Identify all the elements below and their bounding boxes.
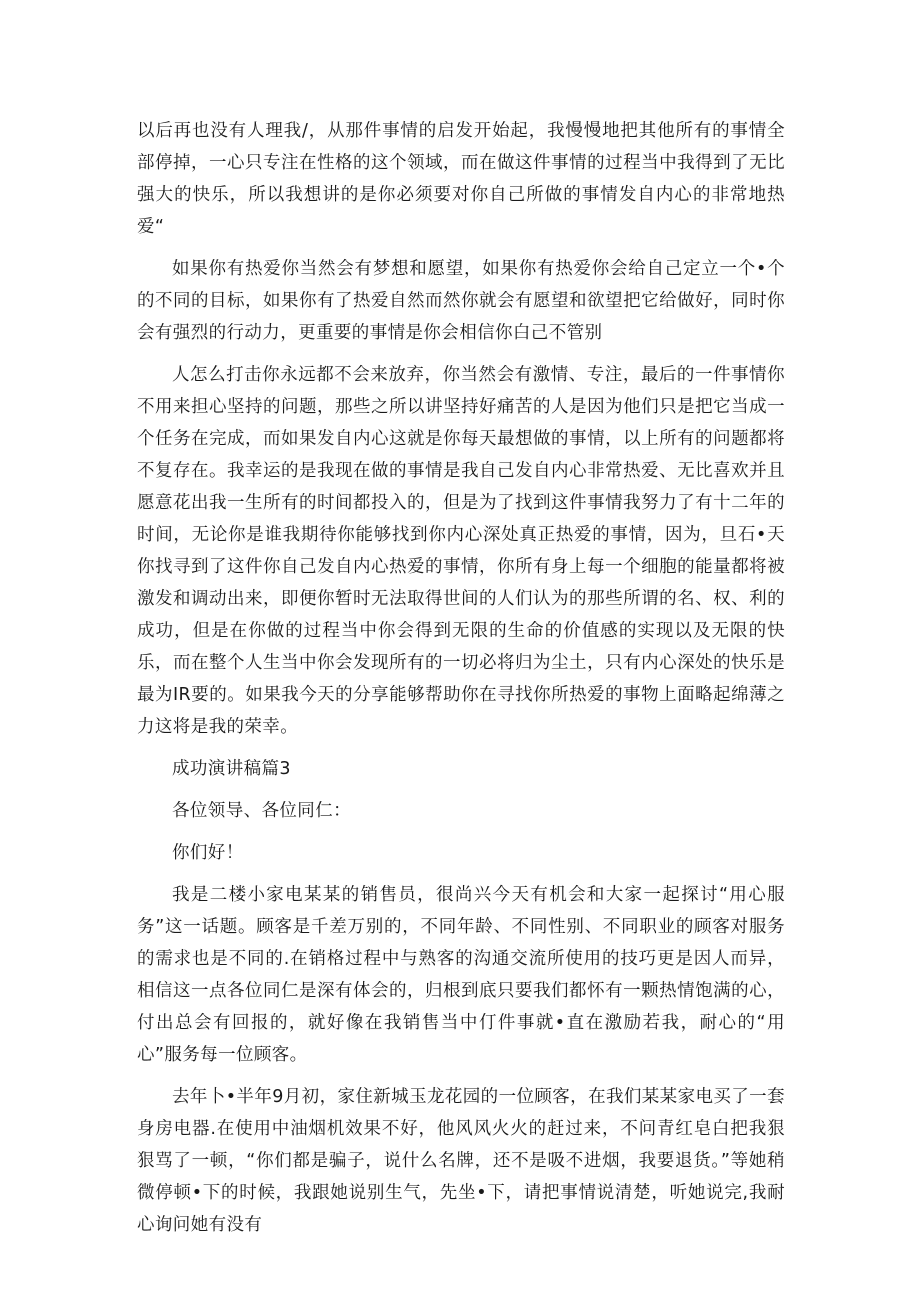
paragraph-1: 以后再也没有人理我/，从那件事情的启发开始起，我慢慢地把其他所有的事情全部停掉，一心只专注在性格的这个领域，而在做这件事情的过程当中我得到了无比强大的快乐，所以我想讲的是你必须要对你自己所做的事情发自内心的非常地热爱“ [137,121,785,237]
greeting: 你们好！ [172,843,244,863]
document-body [137,115,785,1241]
paragraph-4: 我是二楼小家电某某的销售员，很尚兴今天有机会和大家一起探讨“用心服务”这一话题。顾客是千差万别的，不同年龄、不同性别、不同职业的顾客对服务的需求也是不同的.在销格过程中与熟客的沟通交流所使用的技巧更是因人而异，相信这一点各位同仁是深有体会的，归根到底只要我们都怀有一颗热情饱满的心，付出总会有回报的，就好像在我销售当中仃件事就•直在激励若我，耐心的“用心”服务每一位顾客。 [137,885,785,1065]
salutation: 各位领导、各位同仁： [172,801,351,821]
section-heading: 成功演讲稿篇3 [172,759,291,779]
paragraph-3: 人怎么打击你永远都不会来放弃，你当然会有激情、专注，最后的一件事情你不用来担心坚持的问题，那些之所以讲坚持好痛苦的人是因为他们只是把它当成一个任务在完成，而如果发自内心这就是你每天最想做的事情，以上所有的问题都将不复存在。我幸运的是我现在做的事情是我自己发自内心非常热爱、无比喜欢并且愿意花出我一生所有的时间都投入的，但是为了找到这件事情我努力了有十二年的时间，无论你是谁我期待你能够找到你内心深处真正热爱的事情，因为，旦石•天你找寻到了这件你自己发自内心热爱的事情，你所有身上每一个细胞的能量都将被激发和调动出来，即便你暂时无法取得世间的人们认为的那些所谓的名、权、利的成功，但是在你做的过程当中你会得到无限的生命的价值感的实现以及无限的快乐，而在整个人生当中你会发现所有的一切必将归为尘土，只有内心深处的快乐是最为IR要的。如果我今天的分享能够帮助你在寻找你所热爱的事物上面略起绵薄之力这将是我的荣幸。 [137,365,785,737]
paragraph-2: 如果你有热爱你当然会有梦想和愿望，如果你有热爱你会给自己定立一个•个的不同的目标，如果你有了热爱自然而然你就会有愿望和欲望把它给做好，同时你会有强烈的行动力，更重要的事情是你会相信你白己不管别 [137,259,785,343]
paragraph-5: 去年卜•半年9月初，家住新城玉龙花园的一位顾客，在我们某某家电买了一套身房电器.在使用中油烟机效果不好，他风风火火的赶过来，不问青红皂白把我狠狠骂了一顿，“你们都是骗子，说什么名牌，还不是吸不进烟，我要退货。”等她稍微停顿•下的时候，我跟她说别生气，先坐•下，请把事情说清楚，听她说完,我耐心询问她有没有 [137,1087,785,1235]
